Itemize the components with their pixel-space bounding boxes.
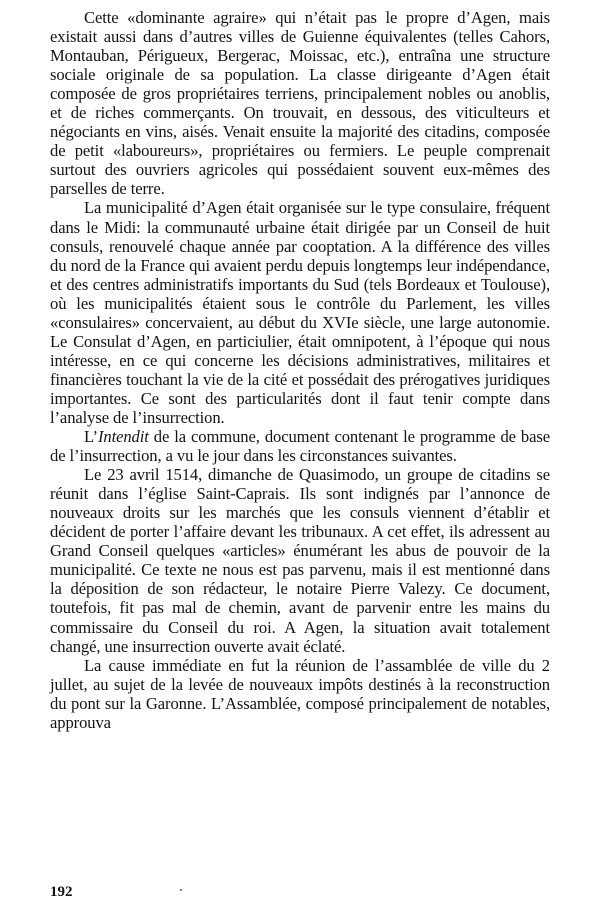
paragraph-assembly-july: La cause immédiate en fut la réunion de l’assamblée de ville du 2 jullet, au sujet de la levée de nouveaux impôts destinés à la reconstruction du pont sur la Garonne. L’Assamblée, composé principalement de notables, approuva (50, 655, 550, 732)
intendit-rest: de la commune, document contenant le programme de base de l’insurrection, a vu le jour dans les circonstances suivantes. (50, 427, 550, 466)
page-body (50, 8, 550, 732)
paragraph-municipality: La municipalité d’Agen était organisée sur le type consulaire, fréquent dans le Midi: la communauté urbaine était dirigée par un Conseil de huit consuls, renouvelé chaque année par cooptation. A la différence des villes du nord de la France qui avaient perdu depuis longtemps leur indépendance, et des centres administratifs importants du Sud (tels Bordeaux et Toulouse), où les municipalités étaient sous le contrôle du Parlement, les villes «consulaires» concervaient, au début du XVIe siècle, une large autonomie. Le Consulat d’Agen, en particiulier, était omnipotent, à l’époque qui nous intéresse, en ce qui concerne les décisions administratives, militaires et financières touchant la vie de la cité et possédait des prérogatives juridiques importantes. Ce sont des particularités dont il faut tenir compte dans l’analyse de l’insurrection. (50, 198, 550, 427)
print-speck (180, 889, 182, 891)
paragraph-intendit (50, 427, 550, 465)
intendit-title: Intendit (97, 427, 149, 447)
page-number: 192 (50, 884, 73, 900)
intendit-prefix: L’ (84, 427, 98, 447)
paragraph-agrarian-structure: Cette «dominante agraire» qui n’était pas le propre d’Agen, mais existait aussi dans d’autres villes de Guienne équivalentes (telles Cahors, Montauban, Périgueux, Bergerac, Moissac, etc.), entraîna une structure sociale originale de sa population. La classe dirigeante d’Agen était composée de gros propriétaires terriens, principalement nobles ou anoblis, et de riches commerçants. On trouvait, en dessous, des viticulteurs et négociants en vins, aisés. Venait ensuite la majorité des citadins, composée de petit «laboureurs», propriétaires ou fermiers. Le peuple comprenait surtout des ouvriers agricoles qui possédaient souvent eux-mêmes des parselles de terre. (50, 8, 550, 199)
paragraph-april-1514: Le 23 avril 1514, dimanche de Quasimodo, un groupe de citadins se réunit dans l’église Saint-Caprais. Ils sont indignés par l’annonce de nouveaux droits sur les marchés que les consuls viennent d’établir et décident de porter l’affaire devant les tribunaux. A cet effet, ils adressent au Grand Conseil quelques «articles» énumérant les abus de pouvoir de la municipalité. Ce texte ne nous est pas parvenu, mais il est mentionné dans la déposition de son rédacteur, le notaire Pierre Valezy. Ce document, toutefois, fit pas mal de chemin, avant de parvenir entre les mains du commissaire du Conseil du roi. A Agen, la situation avait totalement changé, une insurrection ouverte avait éclaté. (50, 465, 550, 656)
